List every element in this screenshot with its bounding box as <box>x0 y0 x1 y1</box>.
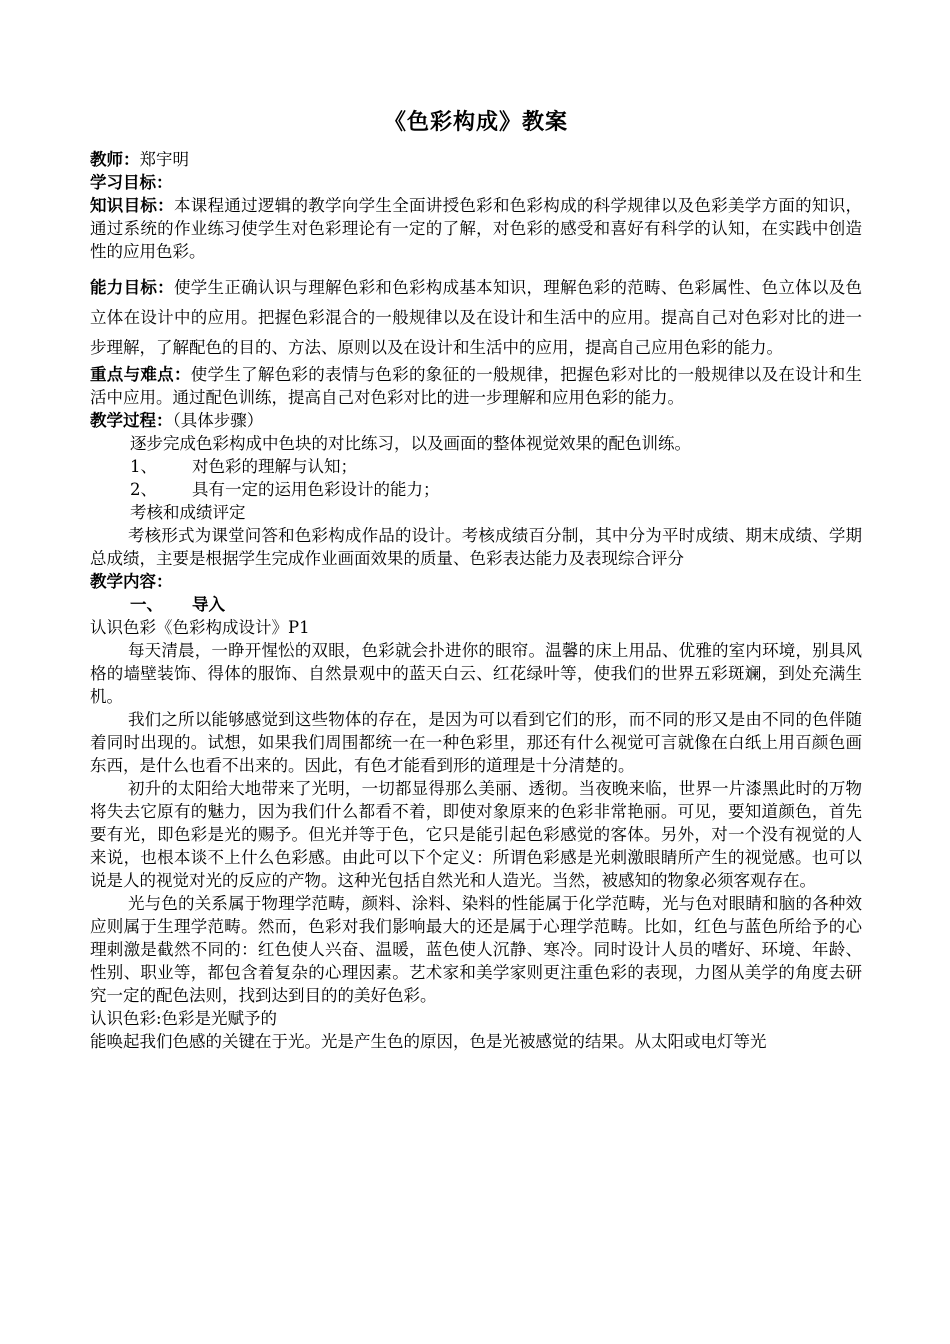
knowledge-objective: 知识目标：本课程通过逻辑的教学向学生全面讲授色彩和色彩构成的科学规律以及色彩美学方面的知识，通过系统的作业练习使学生对色彩理论有一定的了解，对色彩的感受和喜好有科学的认知，在实践中创造性的应用色彩。 <box>90 196 863 261</box>
content-heading: 教学内容： <box>90 572 173 591</box>
ability-objective: 能力目标：使学生正确认识与理解色彩和色彩构成基本知识，理解色彩的范畴、色彩属性、色立体以及色立体在设计中的应用。把握色彩混合的一般规律以及在设计和生活中的应用。提高自己对色彩对比的进一步理解，了解配色的目的、方法、原则以及在设计和生活中的应用，提高自己应用色彩的能力。 <box>90 278 863 357</box>
teacher-name: 郑宇明 <box>139 150 189 169</box>
ability-text: 使学生正确认识与理解色彩和色彩构成基本知识，理解色彩的范畴、色彩属性、色立体以及色立体在设计中的应用。把握色彩混合的一般规律以及在设计和生活中的应用。提高自己对色彩对比的进一步理解，了解配色的目的、方法、原则以及在设计和生活中的应用，提高自己应用色彩的能力。 <box>90 278 863 357</box>
process-item-text: 具有一定的运用色彩设计的能力； <box>192 480 440 499</box>
knowledge-label: 知识目标 <box>90 196 158 215</box>
process-note: （具体步骤） <box>172 411 264 430</box>
teacher-label: 教师 <box>90 150 123 169</box>
process-intro: 逐步完成色彩构成中色块的对比练习，以及画面的整体视觉效果的配色训练。 <box>130 434 691 453</box>
objectives-heading: 学习目标： <box>90 173 173 192</box>
key-points-label: 重点与难点 <box>90 365 174 384</box>
section-title: 导入 <box>192 595 225 614</box>
process-heading: 教学过程：（具体步骤） <box>90 411 264 430</box>
ability-label: 能力目标 <box>90 278 158 297</box>
content-paragraph: 我们之所以能够感觉到这些物体的存在，是因为可以看到它们的形，而不同的形又是由不同的色伴随着同时出现的。试想，如果我们周围都统一在一种色彩里，那还有什么视觉可言就像在白纸上用百颜色画东西，是什么也看不出来的。因此，有色才能看到形的道理是十分清楚的。 <box>90 710 862 775</box>
process-item-number: 2、 <box>130 480 157 499</box>
content-reference: 认识色彩《色彩构成设计》P1 <box>90 618 310 637</box>
process-item-number: 1、 <box>130 457 157 476</box>
process-label: 教学过程 <box>90 411 156 430</box>
key-points-text: 使学生了解色彩的表情与色彩的象征的一般规律，把握色彩对比的一般规律以及在设计和生活中应用。通过配色训练，提高自己对色彩对比的进一步理解和应用色彩的能力。 <box>90 365 863 407</box>
content-paragraph: 能唤起我们色感的关键在于光。光是产生色的原因，色是光被感觉的结果。从太阳或电灯等光 <box>90 1032 767 1051</box>
content-paragraph: 初升的太阳给大地带来了光明，一切都显得那么美丽、透彻。当夜晚来临，世界一片漆黑此时的万物将失去它原有的魅力，因为我们什么都看不着，即使对象原来的色彩非常艳丽。可见，要知道颜色，首先要有光，即色彩是光的赐予。但光并等于色，它只是能引起色彩感觉的客体。另外，对一个没有视觉的人来说，也根本谈不上什么色彩感。由此可以下个定义：所谓色彩感是光刺激眼睛所产生的视觉感。也可以说是人的视觉对光的反应的产物。这种光包括自然光和人造光。当然，被感知的物象必须客观存在。 <box>90 779 862 890</box>
key-points: 重点与难点：使学生了解色彩的表情与色彩的象征的一般规律，把握色彩对比的一般规律以及在设计和生活中应用。通过配色训练，提高自己对色彩对比的进一步理解和应用色彩的能力。 <box>90 365 863 407</box>
content-paragraph: 光与色的关系属于物理学范畴，颜料、涂料、染料的性能属于化学范畴，光与色对眼睛和脑的各种效应则属于生理学范畴。然而，色彩对我们影响最大的还是属于心理学范畴。比如，红色与蓝色所给予的心理刺激是截然不同的：红色使人兴奋、温暖，蓝色使人沉静、寒冷。同时设计人员的嗜好、环境、年龄、性别、职业等，都包含着复杂的心理因素。艺术家和美学家则更注重色彩的表现，力图从美学的角度去研究一定的配色法则，找到达到目的的美好色彩。 <box>90 894 862 1005</box>
content-subheading: 认识色彩:色彩是光赋予的 <box>90 1009 278 1028</box>
assessment-title: 考核和成绩评定 <box>130 503 246 522</box>
knowledge-text: 本课程通过逻辑的教学向学生全面讲授色彩和色彩构成的科学规律以及色彩美学方面的知识，通过系统的作业练习使学生对色彩理论有一定的了解，对色彩的感受和喜好有科学的认知，在实践中创造性的应用色彩。 <box>90 196 863 261</box>
assessment-text: 考核形式为课堂问答和色彩构成作品的设计。考核成绩百分制，其中分为平时成绩、期末成绩、学期总成绩，主要是根据学生完成作业画面效果的质量、色彩表达能力及表现综合评分 <box>90 526 862 568</box>
process-item <box>90 478 862 501</box>
teacher-line: 教师：郑宇明 <box>90 150 189 169</box>
section-number: 一、 <box>130 595 163 614</box>
process-item <box>90 455 862 478</box>
section-heading <box>90 593 862 616</box>
process-item-text: 对色彩的理解与认知； <box>192 457 357 476</box>
content-paragraph: 每天清晨，一睁开惺忪的双眼，色彩就会扑进你的眼帘。温馨的床上用品、优雅的室内环境，别具风格的墙壁装饰、得体的服饰、自然景观中的蓝天白云、红花绿叶等，使我们的世界五彩斑斓，到处充满生机。 <box>90 641 862 706</box>
page-title: 《色彩构成》教案 <box>383 110 568 135</box>
document-body <box>90 148 862 1053</box>
